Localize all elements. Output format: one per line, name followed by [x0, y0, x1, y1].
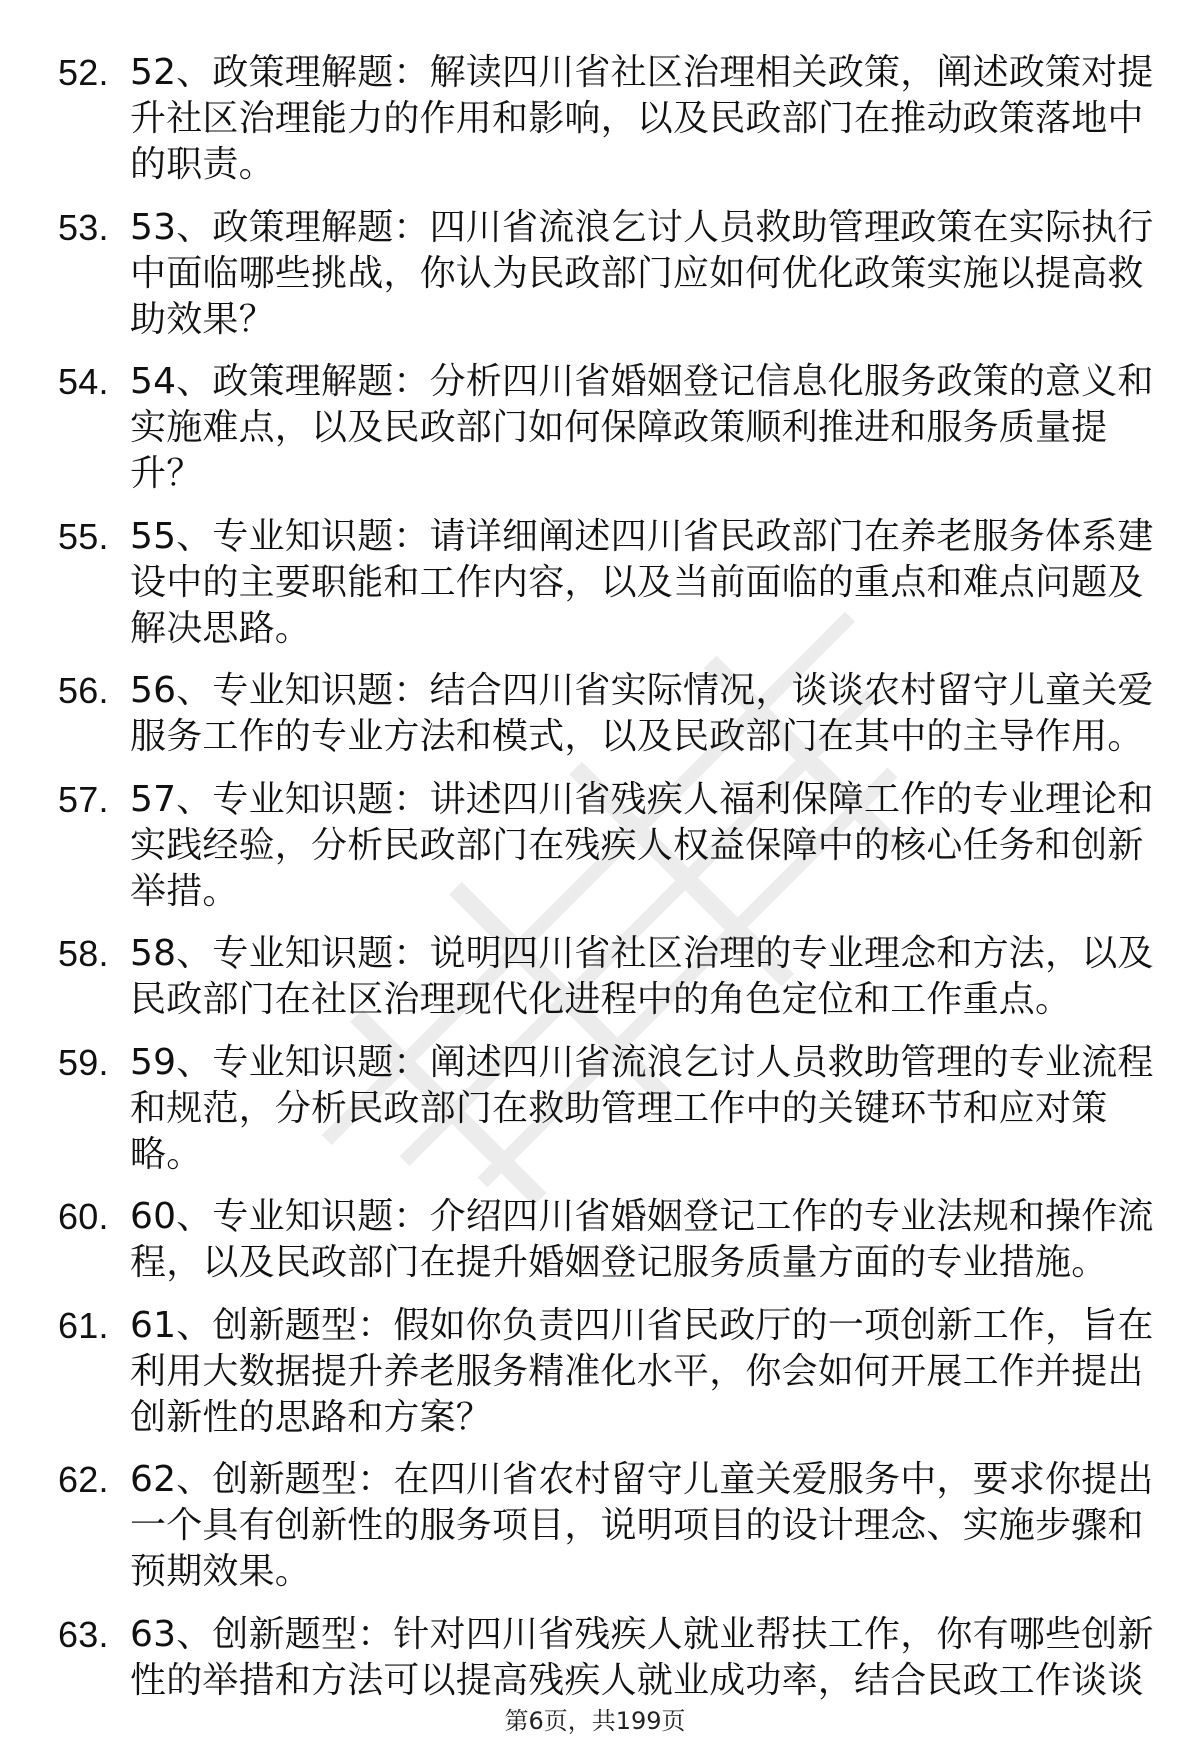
- item-text: 60、专业知识题：介绍四川省婚姻登记工作的专业法规和操作流程，以及民政部门在提升婚姻登记服务质量方面的专业措施。: [130, 1196, 1154, 1283]
- item-text: 63、创新题型：针对四川省残疾人就业帮扶工作，你有哪些创新性的举措和方法可以提高残疾人就业成功率，结合民政工作谈谈: [130, 1613, 1154, 1701]
- list-item: [58, 777, 1158, 915]
- item-number: 62.: [58, 1459, 109, 1500]
- item-number: 60.: [58, 1196, 109, 1237]
- item-text: 62、创新题型：在四川省农村留守儿童关爱服务中，要求你提出一个具有创新性的服务项目，说明项目的设计理念、实施步骤和预期效果。: [130, 1459, 1154, 1592]
- list-item: [58, 1040, 1158, 1178]
- list-item: [58, 1612, 1158, 1704]
- item-number: 55.: [58, 515, 109, 557]
- item-number: 58.: [58, 933, 109, 974]
- list-item: [58, 359, 1158, 497]
- item-text: 58、专业知识题：说明四川省社区治理的专业理念和方法，以及民政部门在社区治理现代化进程中的角色定位和工作重点。: [130, 933, 1154, 1020]
- item-number: 59.: [58, 1041, 109, 1083]
- item-number: 57.: [58, 778, 109, 820]
- page-footer: 第6页，共199页: [504, 1707, 686, 1735]
- list-item: [58, 1194, 1158, 1286]
- item-number: 53.: [58, 206, 109, 248]
- item-text: 57、专业知识题：讲述四川省残疾人福利保障工作的专业理论和实践经验，分析民政部门在残疾人权益保障中的核心任务和创新举措。: [130, 778, 1154, 912]
- list-item: [58, 931, 1158, 1023]
- item-number: 56.: [58, 670, 109, 711]
- item-text: 52、政策理解题：解读四川省社区治理相关政策，阐述政策对提升社区治理能力的作用和影响，以及民政部门在推动政策落地中的职责。: [130, 52, 1154, 185]
- item-number: 61.: [58, 1304, 109, 1346]
- item-text: 61、创新题型：假如你负责四川省民政厅的一项创新工作，旨在利用大数据提升养老服务精准化水平，你会如何开展工作并提出创新性的思路和方案？: [130, 1304, 1154, 1438]
- question-list: [58, 50, 1158, 1720]
- item-text: 56、专业知识题：结合四川省实际情况，谈谈农村留守儿童关爱服务工作的专业方法和模式，以及民政部门在其中的主导作用。: [130, 670, 1154, 757]
- item-number: 63.: [58, 1613, 109, 1655]
- item-text: 55、专业知识题：请详细阐述四川省民政部门在养老服务体系建设中的主要职能和工作内容，以及当前面临的重点和难点问题及解决思路。: [130, 515, 1154, 649]
- list-item: [58, 205, 1158, 343]
- list-item: [58, 1457, 1158, 1595]
- list-item: [58, 1303, 1158, 1441]
- item-number: 54.: [58, 361, 109, 402]
- list-item: [58, 514, 1158, 652]
- item-number: 52.: [58, 52, 109, 93]
- list-item: [58, 50, 1158, 188]
- item-text: 54、政策理解题：分析四川省婚姻登记信息化服务政策的意义和实施难点，以及民政部门如何保障政策顺利推进和服务质量提升？: [130, 361, 1154, 494]
- list-item: [58, 668, 1158, 760]
- item-text: 53、政策理解题：四川省流浪乞讨人员救助管理政策在实际执行中面临哪些挑战，你认为民政部门应如何优化政策实施以提高救助效果？: [130, 206, 1154, 340]
- item-text: 59、专业知识题：阐述四川省流浪乞讨人员救助管理的专业流程和规范，分析民政部门在救助管理工作中的关键环节和应对策略。: [130, 1041, 1154, 1175]
